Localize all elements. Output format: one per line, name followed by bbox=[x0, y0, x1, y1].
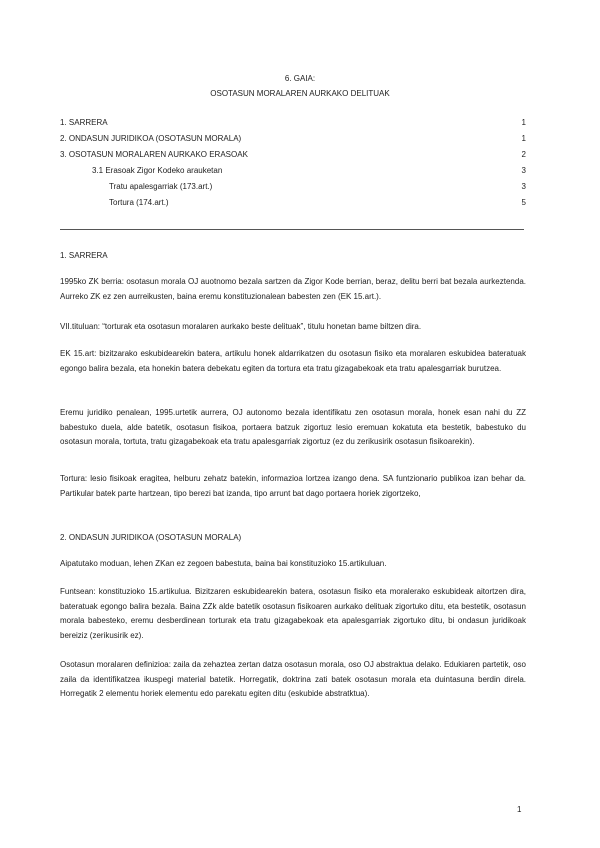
toc-entry-page: 1 bbox=[521, 118, 526, 127]
toc-entry-label: 2. ONDASUN JURIDIKOA (OSOTASUN MORALA) bbox=[60, 134, 242, 143]
divider bbox=[60, 229, 524, 230]
paragraph: Osotasun moralaren definizioa: zaila da zehaztea zertan datza osotasun morala, oso OJ abstraktua delako. Edukiaren partetik, oso zaila da identifikatzea ikuspegi material batetik. Horregatik, doktrina zati batek osotasun morala eta duintasuna berdin direla. Horregatik 2 elementu horiek elementu edo parekatu egiten ditu (eskubide abstratktua). bbox=[60, 660, 526, 698]
document-title: OSOTASUN MORALAREN AURKAKO DELITUAK bbox=[210, 89, 390, 98]
toc-entry-page: 3 bbox=[521, 182, 526, 191]
toc-entry-label: 3. OSOTASUN MORALAREN AURKAKO ERASOAK bbox=[60, 150, 248, 159]
toc-entry[interactable] bbox=[60, 198, 526, 209]
toc-entry[interactable] bbox=[60, 118, 526, 129]
toc-entry[interactable] bbox=[60, 182, 526, 193]
paragraph: EK 15.art: bizitzarako eskubidearekin batera, artikulu honek aldarrikatzen du osotasun fisiko eta moralaren eskubidea bateratuak egongo balira bezala, eta honekin batera debekatu egiten da tortura eta tratu gizagabekoak eta tratu apalesgarriak burutzea. bbox=[60, 349, 526, 373]
section-heading: 2. ONDASUN JURIDIKOA (OSOTASUN MORALA) bbox=[60, 533, 242, 542]
toc-entry[interactable] bbox=[60, 150, 526, 161]
page-number: 1 bbox=[517, 805, 522, 814]
toc-entry-label: Tratu apalesgarriak (173.art.) bbox=[109, 182, 213, 191]
paragraph: 1995ko ZK berria: osotasun morala OJ auotnomo bezala sartzen da Zigor Kode berrian, beraz, delitu berri bat bezala aurkeztenda. Aurreko ZK ez zen aurreikusten, baina eremu konstituzionalean babesten zen (EK 15.art.). bbox=[60, 277, 526, 301]
toc-entry-label: Tortura (174.art.) bbox=[109, 198, 169, 207]
paragraph: Funtsean: konstituzioko 15.artikulua. Bizitzaren eskubidearekin batera, osotasun fisiko eta moralerako eskubideak aitortzen dira, bateratuak egongo balira bezala. Baina ZZk alde batetik osotasun fisikoaren aurkako delituak zigortuko ditu, eta bestetik, osotasun morala babesteko, eremu desberdinean torturak eta tratu gizagabekoak eta apalesgarriak zigortuko ditu, bi ondasun juridikoak bereiziz (zerikusirik ez). bbox=[60, 587, 526, 640]
toc-entry[interactable] bbox=[60, 134, 526, 145]
chapter-label: 6. GAIA: bbox=[284, 74, 316, 83]
toc-entry[interactable] bbox=[60, 166, 526, 177]
paragraph: Tortura: lesio fisikoak eragitea, helburu zehatz batekin, informazioa lortzea izango dena. SA funtzionario publikoa izan behar da. Partikular batek parte hartzean, tipo berezi bat izanda, tipo arrunt bat dago portaera horiek zigortzeko, bbox=[60, 474, 526, 498]
section-heading: 1. SARRERA bbox=[60, 251, 108, 260]
toc-entry-label: 3.1 Erasoak Zigor Kodeko arauketan bbox=[92, 166, 223, 175]
toc-entry-page: 1 bbox=[521, 134, 526, 143]
toc-entry-label: 1. SARRERA bbox=[60, 118, 108, 127]
paragraph: Aipatutako moduan, lehen ZKan ez zegoen babestuta, baina bai konstituzioko 15.artikuluan. bbox=[60, 559, 387, 568]
paragraph: VII.tituluan: “torturak eta osotasun moralaren aurkako beste delituak”, titulu honetan bame biltzen dira. bbox=[60, 322, 422, 331]
toc-entry-page: 2 bbox=[521, 150, 526, 159]
toc-entry-page: 3 bbox=[521, 166, 526, 175]
paragraph: Eremu juridiko penalean, 1995.urtetik aurrera, OJ autonomo bezala identifikatu zen osotasun morala, honek esan nahi du ZZ babestuko duela, alde batetik, osotasun fisikoa, portaera batzuk zigortuz lesio eremuan kokatuta eta bestetik, babestuko du osotasun morala, tortuta, tratu gizagabekoak eta tratu apalesgarriak zigortuz (ez du zerikusirik osotasun fisikoarekin). bbox=[60, 408, 526, 446]
toc-entry-page: 5 bbox=[521, 198, 526, 207]
